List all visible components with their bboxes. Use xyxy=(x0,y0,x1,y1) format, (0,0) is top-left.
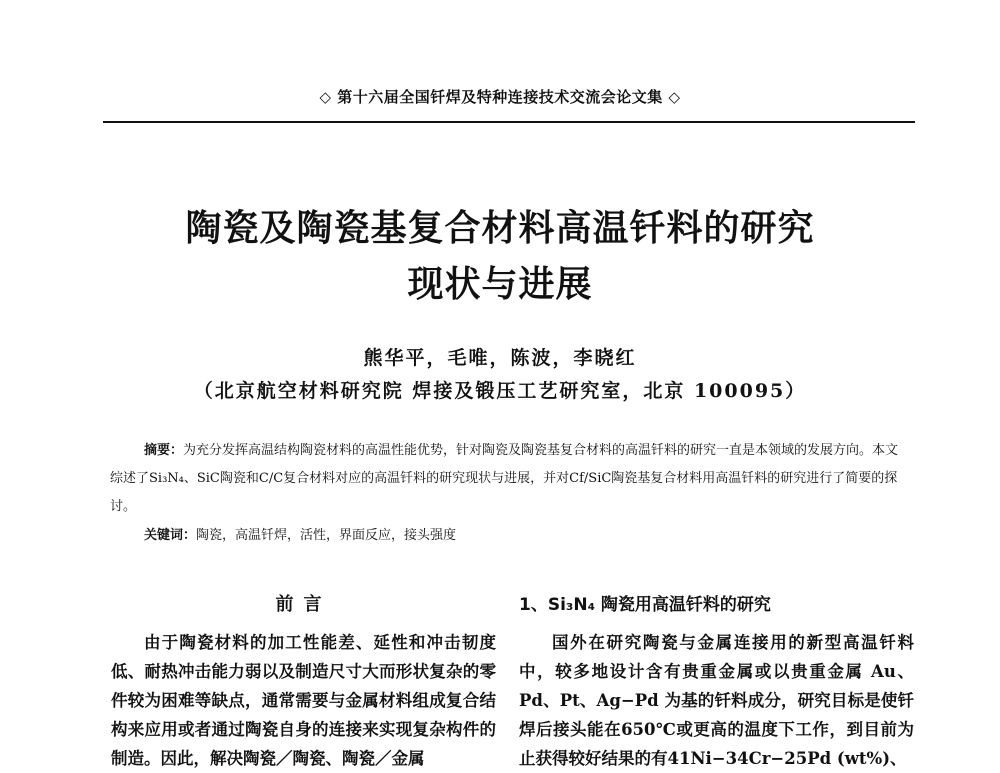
section-heading-preface: 前言 xyxy=(275,594,332,615)
left-column xyxy=(111,590,496,773)
preface-paragraph: 由于陶瓷材料的加工性能差、延性和冲击韧度低、耐热冲击能力弱以及制造尺寸大而形状复杂的零件较为困难等缺点，通常需要与金属材料组成复合结构来应用或者通过陶瓷自身的连接来实现复杂构件的制造。因此，解决陶瓷／陶瓷、陶瓷／金属 xyxy=(111,633,496,768)
section-heading-1: 1、Si₃N₄ 陶瓷用高温钎料的研究 xyxy=(519,595,771,615)
keywords xyxy=(144,524,904,543)
running-header: ◇ 第十六届全国钎焊及特种连接技术交流会论文集 ◇ xyxy=(319,88,681,106)
authors: 熊华平，毛唯，陈波，李晓红 xyxy=(363,347,637,369)
paper-title-line-1: 陶瓷及陶瓷基复合材料高温钎料的研究 xyxy=(185,208,815,249)
abstract-label: 摘要： xyxy=(144,443,184,458)
right-column xyxy=(519,590,914,773)
keywords-text: 陶瓷，高温钎焊，活性，界面反应，接头强度 xyxy=(196,528,457,543)
section-1-paragraph: 国外在研究陶瓷与金属连接用的新型高温钎料中，较多地设计含有贵重金属或以贵重金属 Au、Pd、Pt、Ag−Pd 为基的钎料成分，研究目标是使钎焊后接头能在650℃或更高的温度下工作，到目前为止获得较好结果的有41Ni−34Cr−25Pd (wt%)、 xyxy=(519,633,914,768)
keywords-label: 关键词： xyxy=(144,528,197,543)
paper-title-line-2: 现状与进展 xyxy=(407,264,593,305)
header-rule xyxy=(103,121,915,123)
abstract xyxy=(110,437,910,521)
abstract-text: 为充分发挥高温结构陶瓷材料的高温性能优势，针对陶瓷及陶瓷基复合材料的高温钎料的研究一直是本领域的发展方向。本文综述了Si₃N₄、SiC陶瓷和C/C复合材料对应的高温钎料的研究现状与进展，并对Cf/SiC陶瓷基复合材料用高温钎料的研究进行了简要的探讨。 xyxy=(110,443,899,514)
affiliation: （北京航空材料研究院 焊接及锻压工艺研究室，北京 100095） xyxy=(193,380,807,402)
